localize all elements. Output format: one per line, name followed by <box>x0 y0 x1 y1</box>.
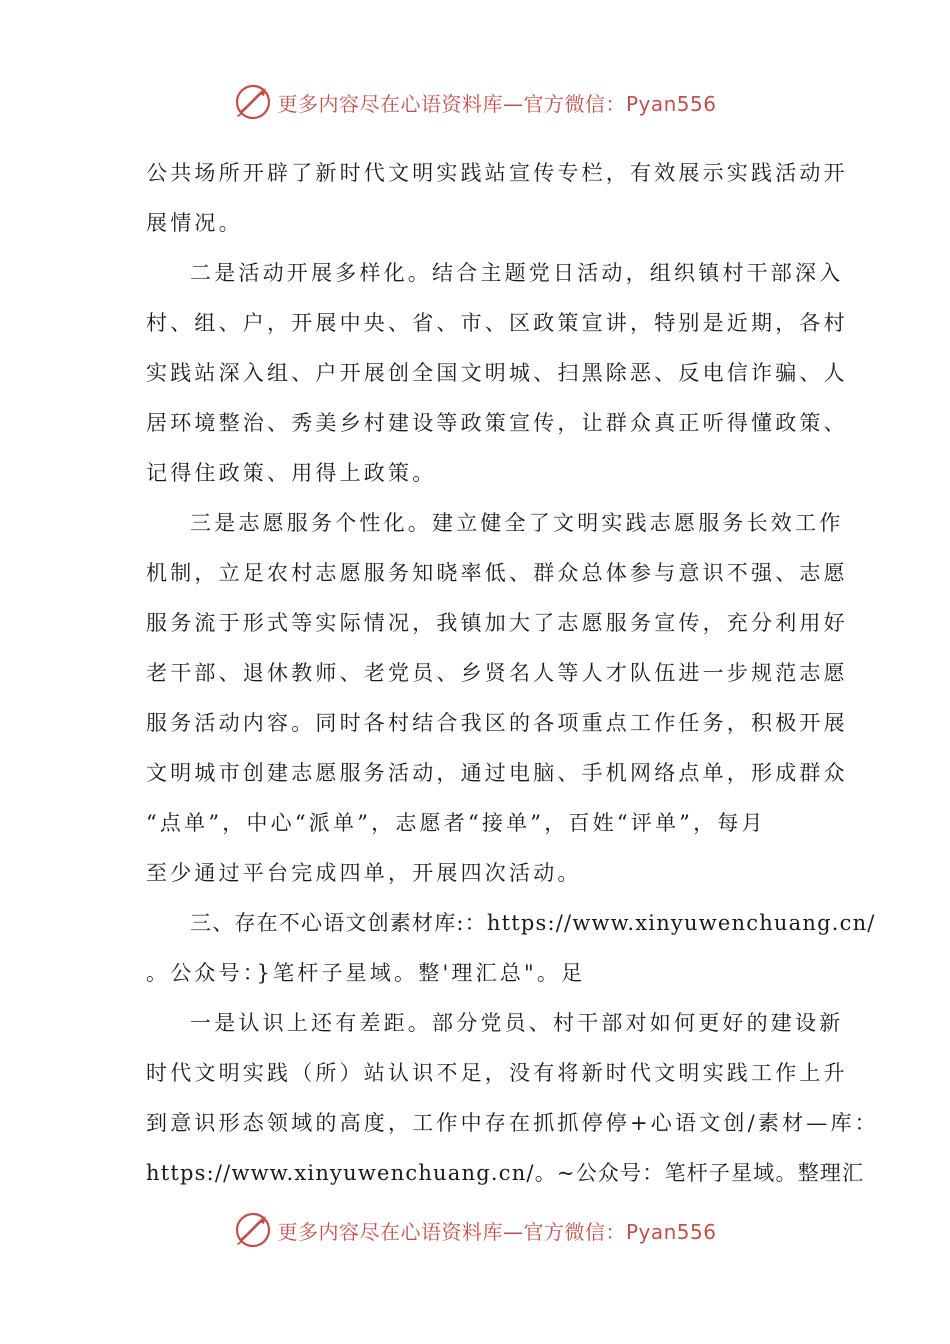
document-body <box>146 148 879 1198</box>
text-line: 老干部、退休教师、老党员、乡贤名人等人才队伍进一步规范志愿 <box>146 661 848 685</box>
header-banner <box>0 80 950 124</box>
paragraph-start-line: 一是认识上还有差距。部分党员、村干部对如何更好的建设新 <box>190 1011 844 1035</box>
text-line: 机制，立足农村志愿服务知晓率低、群众总体参与意识不强、志愿 <box>146 561 848 585</box>
section-heading-line: 三、存在不心语文创素材库:：https://www.xinyuwenchuang.cn/ <box>190 911 876 935</box>
pen-logo-icon <box>233 1210 273 1250</box>
text-line: 实践站深入组、户开展创全国文明城、扫黑除恶、反电信诈骗、人 <box>146 361 848 385</box>
banner-text: 更多内容尽在心语资料库—官方微信：Pyan556 <box>277 91 717 116</box>
paragraph-start-line: 二是活动开展多样化。结合主题党日活动，组织镇村干部深入 <box>190 261 844 285</box>
text-line: 公共场所开辟了新时代文明实践站宣传专栏，有效展示实践活动开 <box>146 161 848 185</box>
pen-logo-icon <box>233 82 273 122</box>
text-line: 居环境整治、秀美乡村建设等政策宣传，让群众真正听得懂政策、 <box>146 411 848 435</box>
text-line: “点单”，中心“派单”，志愿者“接单”，百姓“评单”，每月 <box>146 811 766 835</box>
text-line: 到意识形态领域的高度，工作中存在抓抓停停+心语文创/素材—库： <box>146 1111 879 1135</box>
text-line: 展情况。 <box>146 211 243 235</box>
text-line: 。公众号：}笔杆子星域。整'理汇总"。足 <box>146 961 586 985</box>
text-line: 服务流于形式等实际情况，我镇加大了志愿服务宣传，充分利用好 <box>146 611 848 635</box>
text-line: https://www.xinyuwenchuang.cn/。~公众号：笔杆子星域。整理汇 <box>146 1161 865 1185</box>
text-line: 文明城市创建志愿服务活动，通过电脑、手机网络点单，形成群众 <box>146 761 848 785</box>
text-line: 时代文明实践（所）站认识不足，没有将新时代文明实践工作上升 <box>146 1061 848 1085</box>
banner-text: 更多内容尽在心语资料库—官方微信：Pyan556 <box>277 1219 717 1244</box>
text-line: 至少通过平台完成四单，开展四次活动。 <box>146 861 582 885</box>
text-line: 村、组、户，开展中央、省、市、区政策宣讲，特别是近期，各村 <box>146 311 848 335</box>
text-line: 记得住政策、用得上政策。 <box>146 461 437 485</box>
text-line: 服务活动内容。同时各村结合我区的各项重点工作任务，积极开展 <box>146 711 848 735</box>
paragraph-start-line: 三是志愿服务个性化。建立健全了文明实践志愿服务长效工作 <box>190 511 844 535</box>
footer-banner <box>0 1208 950 1252</box>
